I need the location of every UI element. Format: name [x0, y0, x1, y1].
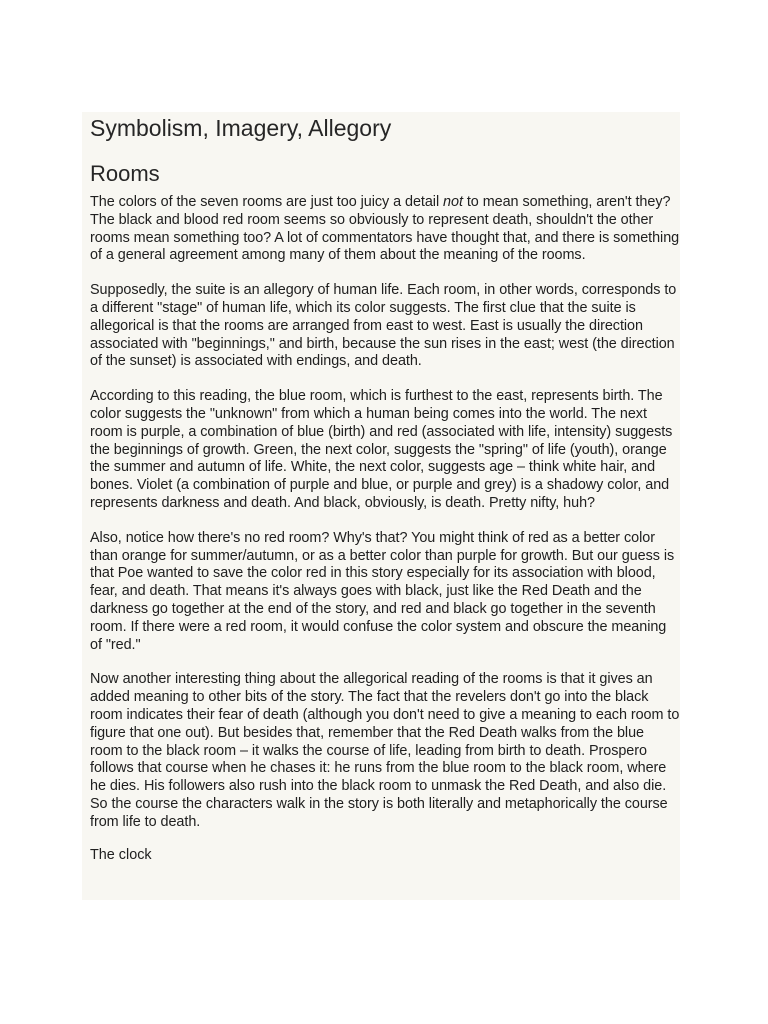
document-content	[90, 112, 680, 864]
paragraph-1-emphasis: not	[443, 194, 463, 210]
paragraph-5: Now another interesting thing about the allegorical reading of the rooms is that it gives an added meaning to other bits of the story. The fact that the revelers don't go into the black room indicates their fear of death (although you don't need to give a meaning to each room to figure that one out). But besides that, remember that the Red Death walks from the blue room to the black room – it walks the course of life, leading from birth to death. Prospero follows that course when he chases it: he runs from the blue room to the black room, where he dies. His followers also rush into the black room to unmask the Red Death, and also die. So the course the characters walk in the story is both literally and metaphorically the course from life to death.	[90, 671, 680, 830]
subheading-clock: The clock	[90, 846, 152, 863]
paragraph-3: According to this reading, the blue room, which is furthest to the east, represents birth. The color suggests the "unknown" from which a human being comes into the world. The next room is purple, a combination of blue (birth) and red (associated with life, intensity) suggests the beginnings of growth. Green, the next color, suggests the "spring" of life (youth), orange the summer and autumn of life. White, the next color, suggests age – think white hair, and bones. Violet (a combination of purple and blue, or purple and grey) is a shadowy color, and represents darkness and death. And black, obviously, is death. Pretty nifty, huh?	[90, 388, 673, 511]
paragraph-1-start: The colors of the seven rooms are just too juicy a detail	[90, 194, 444, 210]
paragraph-2: Supposedly, the suite is an allegory of human life. Each room, in other words, corresponds to a different "stage" of human life, which its color suggests. The first clue that the suite is allegorical is that the rooms are arranged from east to west. East is usually the direction associated with "beginnings," and birth, because the sun rises in the east; west (the direction of the sunset) is associated with endings, and death.	[90, 282, 677, 370]
paragraph-1	[90, 194, 680, 265]
document-title: Symbolism, Imagery, Allegory	[90, 115, 392, 141]
paragraph-1-end: to mean something, aren't they? The black and blood red room seems so obviously to represent death, shouldn't the other rooms mean something too? A lot of commentators have thought that, and there is something of a general agreement among many of them about the meaning of the rooms.	[90, 194, 680, 264]
paragraph-4: Also, notice how there's no red room? Why's that? You might think of red as a better color than orange for summer/autumn, or as a better color than purple for growth. But our guess is that Poe wanted to save the color red in this story especially for its association with blood, fear, and death. That means it's always goes with black, just like the Red Death and the darkness go together at the end of the story, and red and black go together in the seventh room. If there were a red room, it would confuse the color system and obscure the meaning of "red."	[90, 529, 675, 653]
section-heading: Rooms	[90, 161, 160, 186]
